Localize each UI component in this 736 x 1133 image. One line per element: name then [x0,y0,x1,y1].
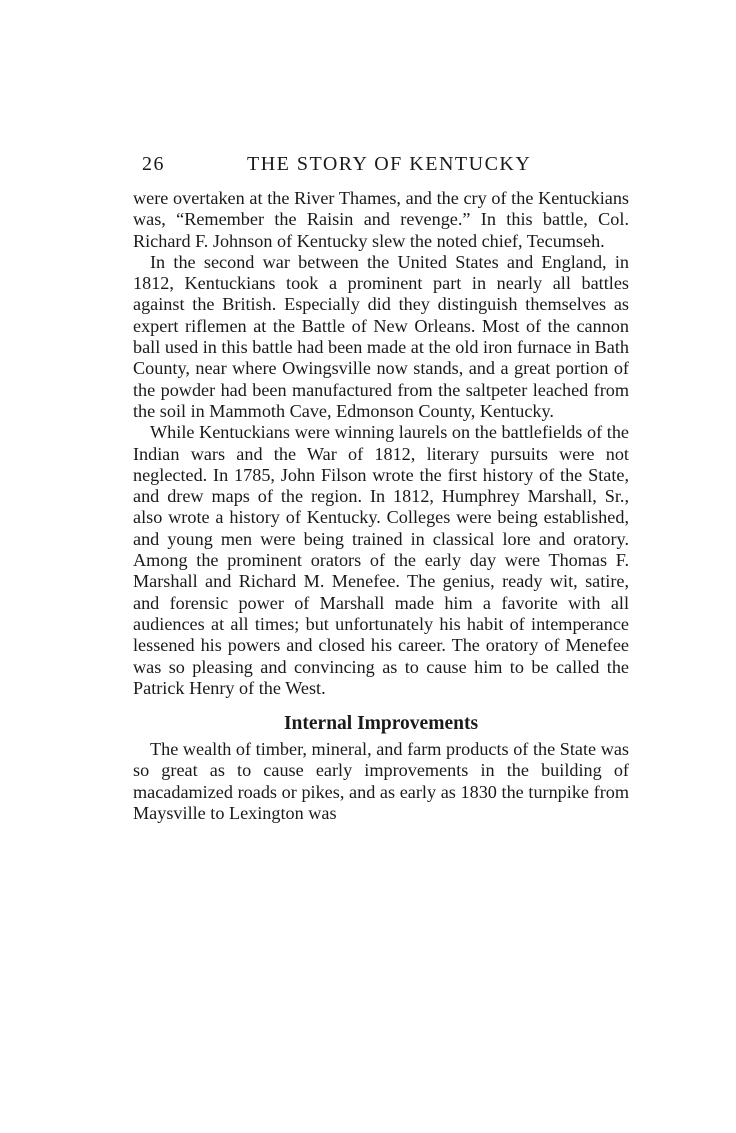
paragraph: While Kentuckians were winning laurels on the battlefields of the Indian wars and the War of 1812, literary pursuits were not neglected. In 1785, John Filson wrote the first history of the State, and drew maps of the region. In 1812, Humphrey Marshall, Sr., also wrote a history of Kentucky. Colleges were being established, and young men were being trained in classical lore and oratory. Among the prominent orators of the early day were Thomas F. Marshall and Richard M. Menefee. The genius, ready wit, satire, and forensic power of Marshall made him a favorite with all audiences at all times; but unfortunately his habit of intemperance lessened his powers and closed his career. The oratory of Menefee was so pleasing and convincing as to cause him to be called the Patrick Henry of the West. [133,422,629,698]
running-title: THE STORY OF KENTUCKY [247,153,532,175]
paragraph: In the second war between the United States and England, in 1812, Kentuckians took a prominent part in nearly all battles against the British. Especially did they distinguish themselves as expert riflemen at the Battle of New Orleans. Most of the cannon ball used in this battle had been made at the old iron furnace in Bath County, near where Owingsville now stands, and a great portion of the powder had been manufactured from the saltpeter leached from the soil in Mammoth Cave, Edmonson County, Kentucky. [133,251,629,421]
section-heading: Internal Improvements [283,713,479,735]
body-text [133,188,629,824]
page-header [142,153,612,181]
paragraph: were overtaken at the River Thames, and the cry of the Kentuckians was, “Remember the Raisin and revenge.” In this battle, Col. Richard F. Johnson of Kentucky slew the noted chief, Tecumseh. [133,188,629,251]
paragraph: The wealth of timber, mineral, and farm products of the State was so great as to cause early improvements in the building of macadamized roads or pikes, and as early as 1830 the turnpike from Maysville to Lexington was [133,739,629,824]
page-number: 26 [142,153,165,175]
